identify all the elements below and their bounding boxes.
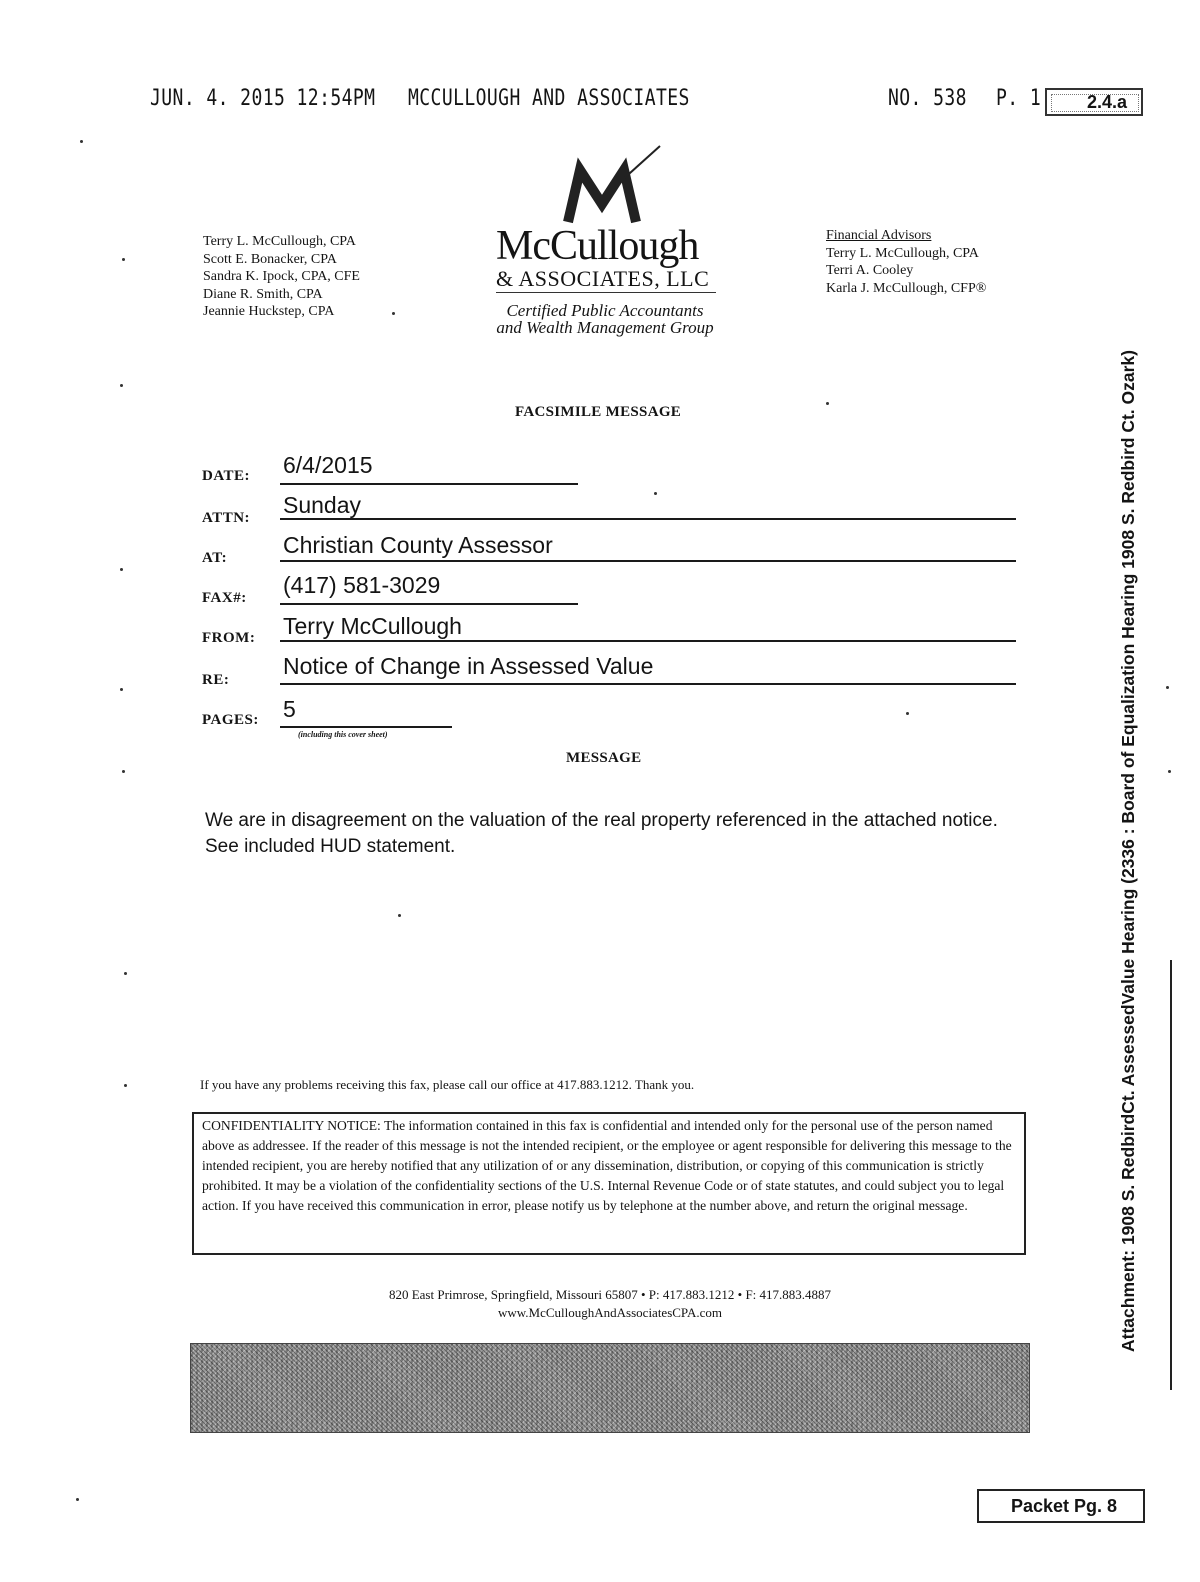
- at-value: Christian County Assessor: [283, 532, 553, 558]
- form-title: FACSIMILE MESSAGE: [515, 404, 682, 420]
- problems-note: If you have any problems receiving this fax, please call our office at 417.883.1212. Thank you.: [200, 1077, 695, 1092]
- scan-speck: [124, 972, 127, 975]
- re-rule: [280, 683, 1016, 685]
- at-rule: [280, 560, 1016, 562]
- fax-sender: MCCULLOUGH AND ASSOCIATES: [408, 86, 690, 111]
- fax-rule: [280, 603, 578, 605]
- logo-divider: [496, 292, 716, 293]
- scan-speck: [120, 688, 123, 691]
- message-heading: MESSAGE: [566, 750, 642, 766]
- advisors-heading: Financial Advisors: [826, 228, 932, 243]
- confidentiality-notice: CONFIDENTIALITY NOTICE: The information contained in this fax is confidential and intended only for the personal use of the person named above as addressee. If the reader of this message is not the intended recipient, or the employee or agent responsible for delivering this message to the intended recipient, you are hereby notified that any utilization of or any dissemination, distribution, or copying of this communication is strictly prohibited. It may be a violation of the confidentiality sections of the U.S. Internal Revenue Code or of state statutes, and could subject you to legal action. If you have received this communication in error, please notify us by telephone at the number above, and return the original message.: [202, 1118, 1012, 1213]
- logo-subtitle-line: Certified Public Accountants: [506, 301, 704, 320]
- scan-speck: [80, 140, 83, 143]
- date-label: DATE:: [202, 468, 251, 484]
- advisor-name: Terry L. McCullough, CPA: [826, 245, 979, 261]
- re-value: Notice of Change in Assessed Value: [283, 653, 654, 679]
- scan-speck: [398, 914, 401, 917]
- scan-speck: [906, 712, 909, 715]
- advisors-list: [826, 227, 986, 297]
- fax-number: NO. 538: [888, 86, 967, 111]
- re-label: RE:: [202, 672, 230, 688]
- scan-speck: [392, 312, 395, 315]
- logo-subtitle: [470, 302, 740, 336]
- fax-noise-banner: [190, 1343, 1030, 1433]
- pages-note: (including this cover sheet): [298, 730, 388, 739]
- date-value: 6/4/2015: [283, 452, 373, 478]
- scan-speck: [120, 568, 123, 571]
- attn-rule: [280, 518, 1016, 520]
- message-body: We are in disagreement on the valuation of the real property referenced in the attached notice. See included HUD statement.: [205, 810, 998, 857]
- scan-speck: [122, 770, 125, 773]
- advisor-name: Terri A. Cooley: [826, 263, 914, 278]
- attn-value: Sunday: [283, 492, 362, 518]
- at-label: AT:: [202, 550, 228, 566]
- pages-label: PAGES:: [202, 712, 259, 728]
- attachment-label: Attachment: 1908 S. RedbirdCt. AssessedValue Hearing (2336 : Board of Equalization Hearing 1908 S. Redbird Ct. Ozark): [1118, 350, 1138, 1352]
- pages-value: 5: [283, 696, 296, 722]
- partner-name: Diane R. Smith, CPA: [203, 286, 323, 302]
- attn-label: ATTN:: [202, 510, 251, 526]
- scan-speck: [120, 384, 123, 387]
- fax-datetime: JUN. 4. 2015 12:54PM: [150, 86, 376, 111]
- fax-value: (417) 581-3029: [283, 572, 441, 598]
- confidentiality-box: [192, 1112, 1026, 1255]
- partner-name: Jeannie Huckstep, CPA: [203, 304, 335, 319]
- pages-rule: [280, 726, 452, 728]
- footer: [210, 1286, 1010, 1322]
- fax-label: FAX#:: [202, 590, 247, 606]
- logo-assoc: & ASSOCIATES, LLC: [496, 266, 710, 291]
- footer-address: 820 East Primrose, Springfield, Missouri 65807 • P: 417.883.1212 • F: 417.883.4887: [388, 1287, 832, 1302]
- logo-name: McCullough: [496, 223, 699, 269]
- side-rule: [1170, 960, 1172, 1390]
- date-rule: [280, 483, 578, 485]
- logo-m-icon: [560, 140, 670, 230]
- logo-subtitle-line: and Wealth Management Group: [496, 318, 714, 337]
- from-value: Terry McCullough: [283, 613, 462, 639]
- scan-speck: [826, 402, 829, 405]
- advisor-name: Karla J. McCullough, CFP®: [826, 280, 987, 296]
- fax-page: P. 1: [996, 86, 1042, 111]
- from-rule: [280, 640, 1016, 642]
- exhibit-tag: 2.4.a: [1045, 88, 1143, 116]
- partner-name: Scott E. Bonacker, CPA: [203, 251, 337, 267]
- partner-name: Sandra K. Ipock, CPA, CFE: [203, 269, 360, 284]
- company-logo: [470, 140, 750, 345]
- scan-speck: [654, 492, 657, 495]
- scan-speck: [1168, 770, 1171, 773]
- from-label: FROM:: [202, 630, 256, 646]
- scan-speck: [76, 1498, 79, 1501]
- partner-name: Terry L. McCullough, CPA: [203, 234, 356, 249]
- scan-speck: [1166, 686, 1169, 689]
- scan-speck: [124, 1084, 127, 1087]
- footer-website: www.McCulloughAndAssociatesCPA.com: [497, 1305, 722, 1320]
- packet-page: Packet Pg. 8: [977, 1489, 1145, 1523]
- partners-list: [203, 233, 360, 321]
- scan-speck: [122, 258, 125, 261]
